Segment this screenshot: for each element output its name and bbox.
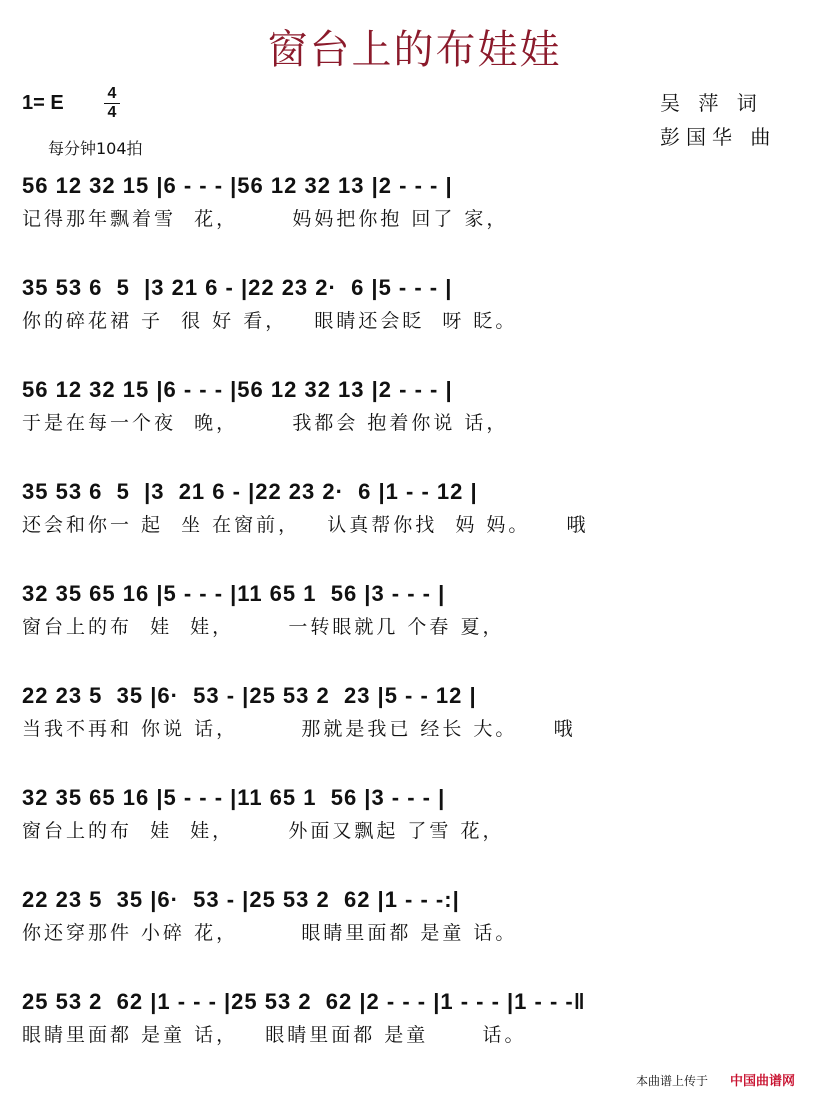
lyrics-line: 你的碎花裙 子 很 好 看， 眼睛还会眨 呀 眨。 xyxy=(22,310,518,332)
key-signature: 1= E xyxy=(22,92,64,114)
site-logo[interactable]: 中国曲谱网 xyxy=(730,1074,796,1089)
melody-line: 56 12 32 15 |6 - - - |56 12 32 13 |2 - - - | xyxy=(22,173,453,198)
score-row xyxy=(0,478,829,558)
score-row xyxy=(0,376,829,456)
melody-line: 32 35 65 16 |5 - - - |11 65 1 56 |3 - - - | xyxy=(22,785,446,810)
score-row xyxy=(0,988,829,1068)
lyrics-line: 窗台上的布 娃 娃， 外面又飘起 了雪 花， xyxy=(22,820,505,842)
lyrics-line: 当我不再和 你说 话， 那就是我已 经长 大。 哦 xyxy=(22,718,576,740)
lyrics-line: 窗台上的布 娃 娃， 一转眼就几 个春 夏， xyxy=(22,616,505,638)
score-row xyxy=(0,580,829,660)
composer-credit: 彭国华 曲 xyxy=(660,125,777,149)
lyrics-line: 眼睛里面都 是童 话， 眼睛里面都 是童 话。 xyxy=(22,1024,527,1046)
score-row xyxy=(0,682,829,762)
score-row xyxy=(0,784,829,864)
melody-line: 32 35 65 16 |5 - - - |11 65 1 56 |3 - - - | xyxy=(22,581,446,606)
score-row xyxy=(0,886,829,966)
lyricist-credit: 吴 萍 词 xyxy=(660,91,763,115)
melody-line: 22 23 5 35 |6· 53 - |25 53 2 62 |1 - - -:| xyxy=(22,887,460,912)
credits xyxy=(660,86,776,154)
melody-line: 35 53 6 5 |3 21 6 - |22 23 2· 6 |1 - - 12 | xyxy=(22,479,478,504)
melody-line: 25 53 2 62 |1 - - - |25 53 2 62 |2 - - - |1 - - - |1 - - -‖ xyxy=(22,989,586,1014)
time-signature-top: 4 xyxy=(107,85,117,102)
score-row xyxy=(0,172,829,252)
lyrics-line: 于是在每一个夜 晚， 我都会 抱着你说 话， xyxy=(22,412,509,434)
lyrics-line: 记得那年飘着雪 花， 妈妈把你抱 回了 家， xyxy=(22,208,509,230)
time-signature-bottom: 4 xyxy=(107,104,117,121)
melody-line: 35 53 6 5 |3 21 6 - |22 23 2· 6 |5 - - - | xyxy=(22,275,453,300)
lyrics-line: 还会和你一 起 坐 在窗前， 认真帮你找 妈 妈。 哦 xyxy=(22,514,589,536)
upload-note: 本曲谱上传于 xyxy=(636,1074,709,1088)
time-signature xyxy=(104,86,120,121)
lyrics-line: 你还穿那件 小碎 花， 眼睛里面都 是童 话。 xyxy=(22,922,518,944)
melody-line: 22 23 5 35 |6· 53 - |25 53 2 23 |5 - - 12 | xyxy=(22,683,477,708)
tempo-marking: 每分钟104拍 xyxy=(48,139,143,158)
score-row xyxy=(0,274,829,354)
song-title: 窗台上的布娃娃 xyxy=(267,27,562,73)
melody-line: 56 12 32 15 |6 - - - |56 12 32 13 |2 - - - | xyxy=(22,377,453,402)
